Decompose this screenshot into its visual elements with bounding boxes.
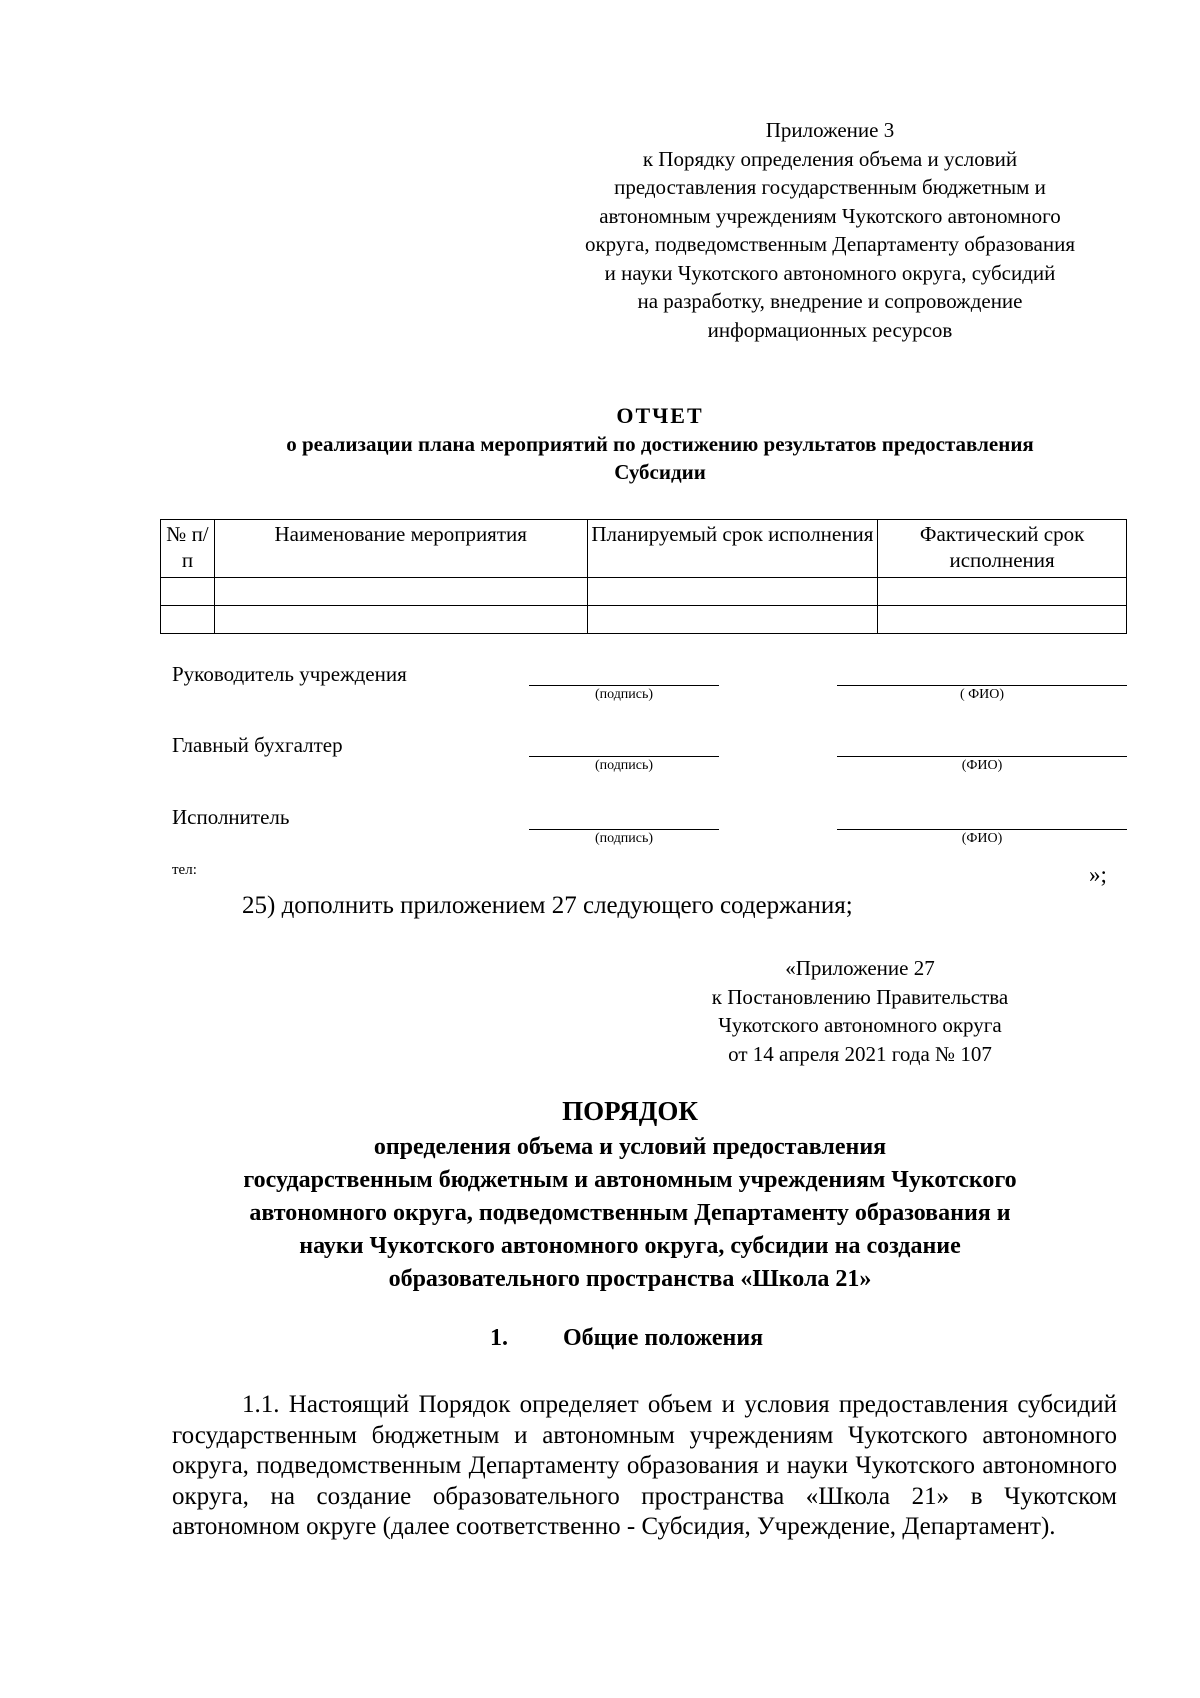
name-caption: (ФИО) — [961, 831, 1003, 846]
table-cell — [587, 578, 878, 606]
signature-row-head — [172, 662, 1132, 702]
column-header: Наименование мероприятия — [214, 520, 587, 578]
plan-table-header — [161, 520, 1127, 578]
order-title-block — [130, 1095, 1130, 1296]
table-cell — [878, 606, 1127, 634]
signature-caption: (подпись) — [594, 687, 654, 702]
order-title-line: науки Чукотского автономного округа, субсидии на создание — [299, 1233, 961, 1259]
signature-label: Исполнитель — [172, 805, 290, 829]
order-title-line: образовательного пространства «Школа 21» — [388, 1266, 872, 1292]
table-row — [161, 578, 1127, 606]
tel-label: тел: — [172, 862, 197, 878]
appendix-3-line: и науки Чукотского автономного округа, субсидий — [604, 260, 1056, 285]
table-row — [161, 606, 1127, 634]
appendix-27-header — [650, 954, 1070, 1068]
table-cell — [587, 606, 878, 634]
name-caption: ( ФИО) — [959, 687, 1005, 702]
name-line — [837, 829, 1127, 830]
signature-line — [529, 685, 719, 686]
section-title: Общие положения — [563, 1325, 764, 1351]
section-number: 1. — [490, 1325, 508, 1351]
signature-row-accountant — [172, 733, 1132, 773]
appendix-27-line: Чукотского автономного округа — [718, 1013, 1002, 1037]
appendix-3-line: автономным учреждениям Чукотского автономного — [599, 203, 1061, 228]
closing-quote: »; — [1089, 862, 1107, 887]
name-line — [837, 685, 1127, 686]
order-title-line: государственным бюджетным и автономным учреждениям Чукотского — [243, 1167, 1017, 1193]
appendix-3-line: Приложение 3 — [765, 118, 895, 142]
report-title-block — [160, 402, 1160, 486]
report-subtitle: о реализации плана мероприятий по достижению результатов предоставления — [286, 432, 1034, 456]
appendix-3-line: к Порядку определения объема и условий — [642, 146, 1018, 171]
appendix-3-header — [540, 116, 1120, 344]
table-cell — [161, 578, 215, 606]
appendix-27-line: «Приложение 27 — [785, 956, 935, 980]
plan-table — [160, 519, 1127, 634]
order-title: ПОРЯДОК — [562, 1096, 698, 1126]
report-subtitle: Субсидии — [614, 460, 706, 484]
signature-row-executor — [172, 805, 1132, 845]
appendix-3-line: округа, подведомственным Департаменту образования — [584, 232, 1076, 256]
order-title-line: определения объема и условий предоставления — [373, 1134, 887, 1160]
name-caption: (ФИО) — [961, 758, 1003, 773]
column-header: Фактический срок исполнения — [878, 520, 1127, 578]
appendix-27-line: от 14 апреля 2021 года № 107 — [728, 1041, 992, 1066]
name-line — [837, 756, 1127, 757]
signature-line — [529, 829, 719, 830]
table-cell — [878, 578, 1127, 606]
order-title-line: автономного округа, подведомственным Департаменту образования и — [249, 1200, 1011, 1226]
item-25-text: 25) дополнить приложением 27 следующего содержания; — [242, 892, 853, 919]
signature-caption: (подпись) — [594, 758, 654, 773]
appendix-3-line: информационных ресурсов — [707, 317, 953, 342]
signature-label: Главный бухгалтер — [172, 733, 343, 757]
table-cell — [214, 578, 587, 606]
signature-line — [529, 756, 719, 757]
signature-caption: (подпись) — [594, 831, 654, 846]
appendix-27-line: к Постановлению Правительства — [711, 984, 1009, 1009]
appendix-3-line: предоставления государственным бюджетным и — [614, 175, 1046, 199]
column-header: № п/п — [161, 520, 215, 578]
paragraph-1-1: 1.1. Настоящий Порядок определяет объем и условия предоставления субсидий государственным бюджетным и автономным учреждениям Чукотского автономного округа, подведомственным Департаменту образования и науки Чукотского автономного округа, на создание образовательного пространства «Школа 21» в Чукотском автономном округе (далее соответственно - Субсидия, Учреждение, Департамент). — [172, 1391, 1117, 1540]
report-title: ОТЧЕТ — [616, 403, 704, 428]
signature-label: Руководитель учреждения — [172, 662, 407, 686]
table-cell — [161, 606, 215, 634]
appendix-3-line: на разработку, внедрение и сопровождение — [637, 289, 1023, 313]
table-cell — [214, 606, 587, 634]
column-header: Планируемый срок исполнения — [587, 520, 878, 578]
